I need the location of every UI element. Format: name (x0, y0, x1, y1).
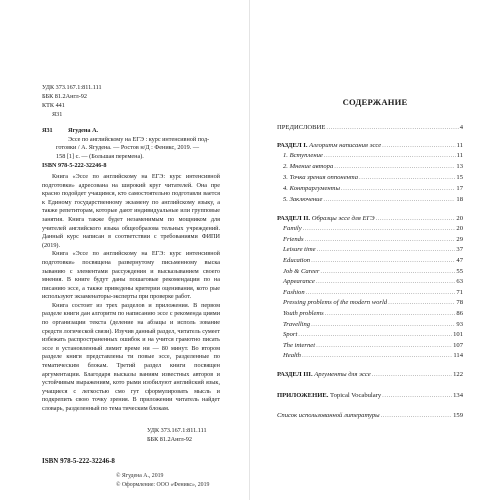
toc-leader-dots (305, 236, 456, 243)
toc-page-number: 101 (453, 331, 463, 338)
udc-code: УДК 373.167.1:811.111 (42, 84, 102, 91)
classification-codes (42, 83, 102, 119)
toc-leader-dots (320, 268, 455, 275)
isbn-bottom: ISBN 978-5-222-32246-8 (42, 457, 115, 465)
toc-entry-text: Аргументы для эссе (314, 371, 371, 378)
toc-entry-label (277, 392, 382, 399)
shelf-code: Я31 (42, 127, 53, 134)
toc-leader-dots (382, 392, 452, 399)
toc-page-number: 114 (453, 352, 463, 359)
annotation-paragraph: Книга «Эссе по английскому на ЕГЭ: курс интенсивной подготовки» посвящена развернутому письменному выска зыванию с элементами рассуждения и высказыванием своего мнения. В книге будут даны пошаговые рекомендации по на писанию эссе, а также приведены критерии оценивания, кото рые используют экзаменаторы-эксперты при проверке работ. (42, 250, 220, 301)
toc-entry-label (283, 342, 316, 349)
toc-entry (277, 392, 463, 399)
toc-entry-text: Алгоритм написания эссе (309, 142, 382, 149)
toc-entry-label (277, 124, 326, 131)
toc-section-number: РАЗДЕЛ I. (277, 142, 308, 149)
toc-entry-text: Appearance (283, 278, 315, 285)
toc-entry-text: 2. Мнение автора (283, 163, 334, 170)
toc-entry-label (283, 257, 311, 264)
copyright (116, 472, 209, 489)
toc-leader-dots (303, 225, 456, 232)
toc-entry (283, 321, 463, 328)
toc-entry-label (283, 225, 303, 232)
author-mark: Я31 (52, 111, 63, 118)
toc-entry-text: Leisure time (283, 246, 316, 253)
toc-entry-text: Youth problems (283, 310, 324, 317)
toc-page-number: 4 (459, 124, 463, 131)
toc-page-number: 93 (456, 321, 463, 328)
annotation-paragraph: Книга состоит из трех разделов и приложения. В первом разделе книги дан алгоритм по написанию эссе с рекоменда циями по организации текста (деление на абзацы и исполь зование средств логической связи). Изучив данный раздел, читатель сумеет избежать распространенных ошибок и на учится грамотно писать эссе в установленный лимит време ни — 80 минут. Во втором разделе книги представлены ти повые эссе, разделенные по тематическим блокам. Третий раздел книги посвящен аргументации. Благодаря высказы ваниям известных авторов и устойчивым выражениям, кото рыми изобилуют английский язык, учащиеся с легкостью смо гут сформулировать мысль и подкрепить свою точку зрения. В приложении читатель найдет словарь, разделенный по тема тическим блокам. (42, 301, 220, 412)
toc-entry (283, 278, 463, 285)
toc-page-number: 20 (456, 215, 463, 222)
toc-page-number: 122 (453, 371, 463, 378)
toc-page-number: 134 (453, 392, 463, 399)
toc-entry-label (283, 352, 302, 359)
toc-entry (283, 152, 463, 159)
annotation (42, 173, 220, 414)
toc-title: СОДЕРЖАНИЕ (342, 97, 408, 107)
toc-entry-text: Sport (283, 331, 298, 338)
toc-leader-dots (306, 289, 456, 296)
toc-leader-dots (341, 185, 455, 192)
toc-entry-label (283, 196, 323, 203)
toc-page-number: 159 (453, 412, 463, 419)
toc-page-number: 63 (456, 278, 463, 285)
toc-page-number: 71 (456, 289, 463, 296)
toc-entry-label (283, 163, 334, 170)
copyright-design: © Оформление: ООО «Феникс», 2019 (116, 481, 210, 488)
toc-page-number: 11 (456, 152, 463, 159)
annotation-paragraph: Книга «Эссе по английскому на ЕГЭ: курс интенсивной подготовки» адресована на широкий круг читателей. Она пре красно подойдет учащимся, кто самостоятельно подготавли вается к Единому государственному экзамену по английскому языку, а также репетиторам, которые дают индивидуальные или групповые занятия. Книга также будет незаменимым по мощником для учителей английского языка общеобразова тельных учреждений. Данный курс написан в соответствии с требованиями ФИПИ (2019). (42, 172, 220, 249)
toc-leader-dots (302, 352, 452, 359)
toc-entry-text: 3. Точка зрения оппонента (283, 174, 359, 181)
toc-entry-label (283, 246, 317, 253)
toc-entry-text: The internet (283, 342, 316, 349)
toc-entry (283, 163, 463, 170)
toc-entry-label (277, 215, 376, 222)
toc-entry (283, 342, 463, 349)
toc-leader-dots (326, 124, 458, 131)
toc-page-number: 107 (453, 342, 463, 349)
toc-entry (283, 257, 463, 264)
toc-entry-text: ПРЕДИСЛОВИЕ (277, 124, 326, 131)
toc-leader-dots (316, 278, 456, 285)
toc-leader-dots (298, 331, 452, 338)
toc-leader-dots (316, 342, 452, 349)
toc-entry (277, 142, 463, 149)
toc-entry-text: Travelling (283, 321, 311, 328)
toc-leader-dots (372, 371, 452, 378)
toc-entry-label (277, 371, 372, 378)
toc-entry-text: Friends (283, 236, 304, 243)
toc-entry-text: Образцы эссе для ЕГЭ (311, 215, 375, 222)
toc-entry-label (283, 310, 325, 317)
toc-leader-dots (323, 196, 455, 203)
toc-section-number: РАЗДЕЛ II. (277, 215, 311, 222)
toc-entry-text: 4. Контраргументы (283, 185, 340, 192)
toc-page-number: 11 (456, 142, 463, 149)
toc-leader-dots (311, 321, 455, 328)
toc-page-number: 86 (456, 310, 463, 317)
title-line-1: Эссе по английскому на ЕГЭ : курс интенсивной под- (68, 135, 210, 143)
toc-entry-label (283, 268, 320, 275)
toc-entry-text: Job & Career (283, 268, 320, 275)
toc-page-number: 47 (456, 257, 463, 264)
toc-leader-dots (317, 246, 456, 253)
toc-leader-dots (381, 412, 452, 419)
bbk-code-bottom: ББК 81.2Англ-92 (147, 435, 192, 443)
isbn-top: ISBN 978-5-222-32246-8 (42, 162, 107, 170)
toc-entry (283, 310, 463, 317)
toc-entry-text: Education (283, 257, 311, 264)
title-line-2: готовки / А. Ягудена. — Ростов н/Д : Феникс, 2019. — (56, 144, 200, 152)
toc-entry-label (283, 299, 388, 306)
toc-entry-text: 1. Вступление (283, 152, 323, 159)
toc-entry-label (283, 152, 324, 159)
toc-leader-dots (376, 215, 456, 222)
toc-page-number: 20 (456, 225, 463, 232)
toc-entry (283, 185, 463, 192)
toc-entry (277, 124, 463, 131)
toc-entry (283, 236, 463, 243)
toc-page-number: 13 (456, 163, 463, 170)
toc-entry (283, 331, 463, 338)
toc-entry-text: Family (283, 225, 302, 232)
toc-leader-dots (382, 142, 456, 149)
toc-entry-label (283, 331, 298, 338)
copyright-author: © Ягудена А., 2019 (116, 473, 164, 479)
toc-entry-text: Fashion (283, 289, 305, 296)
toc-entry (277, 412, 463, 419)
toc-entry-label (283, 278, 316, 285)
toc-entry (277, 371, 463, 378)
toc-entry (277, 215, 463, 222)
page-count: 158 [1] с. — (Большая перемена). (56, 152, 144, 160)
toc-page-number: 37 (456, 246, 463, 253)
bottom-codes (147, 427, 207, 444)
toc-entry-label (277, 412, 381, 419)
toc-entry (283, 196, 463, 203)
toc-page-number: 78 (456, 299, 463, 306)
toc-entry-label (283, 289, 306, 296)
toc-page-number: 55 (456, 268, 463, 275)
bibliographic-record (42, 127, 220, 414)
toc-page-number: 18 (456, 196, 463, 203)
toc-entry-label (277, 142, 382, 149)
toc-entry-label (283, 321, 311, 328)
toc-page-number: 17 (456, 185, 463, 192)
toc-page-number: 15 (456, 174, 463, 181)
bbk-code: ББК 81.2Англ-92 (42, 93, 87, 100)
ktk-code: КТК 441 (42, 102, 65, 109)
toc-leader-dots (359, 174, 455, 181)
toc-entry-text: Pressing problems of the modern world (283, 299, 388, 306)
toc-section-number: ПРИЛОЖЕНИЕ. (277, 392, 329, 399)
toc-entry (283, 246, 463, 253)
toc-entry-text: Список использованной литературы (277, 412, 380, 419)
toc-leader-dots (334, 163, 455, 170)
toc-entry-label (283, 236, 305, 243)
toc-entry (283, 299, 463, 306)
toc-entry (283, 352, 463, 359)
toc-page-number: 29 (456, 236, 463, 243)
toc-entry (283, 268, 463, 275)
toc-leader-dots (311, 257, 455, 264)
toc-entry (283, 289, 463, 296)
author-name: Ягудена А. (68, 127, 99, 134)
toc-entry-label (283, 174, 359, 181)
toc-entry (283, 225, 463, 232)
udc-code-bottom: УДК 373.167.1:811.111 (147, 427, 207, 434)
toc-entry-text: Topical Vocabulary (330, 392, 382, 399)
toc-entry-text: 5. Заключение (283, 196, 323, 203)
toc-leader-dots (324, 152, 456, 159)
toc-leader-dots (388, 299, 455, 306)
toc-leader-dots (325, 310, 456, 317)
toc-entry-label (283, 185, 341, 192)
toc-entry (283, 174, 463, 181)
toc-section-number: РАЗДЕЛ III. (277, 371, 313, 378)
toc-entry-text: Health (283, 352, 301, 359)
